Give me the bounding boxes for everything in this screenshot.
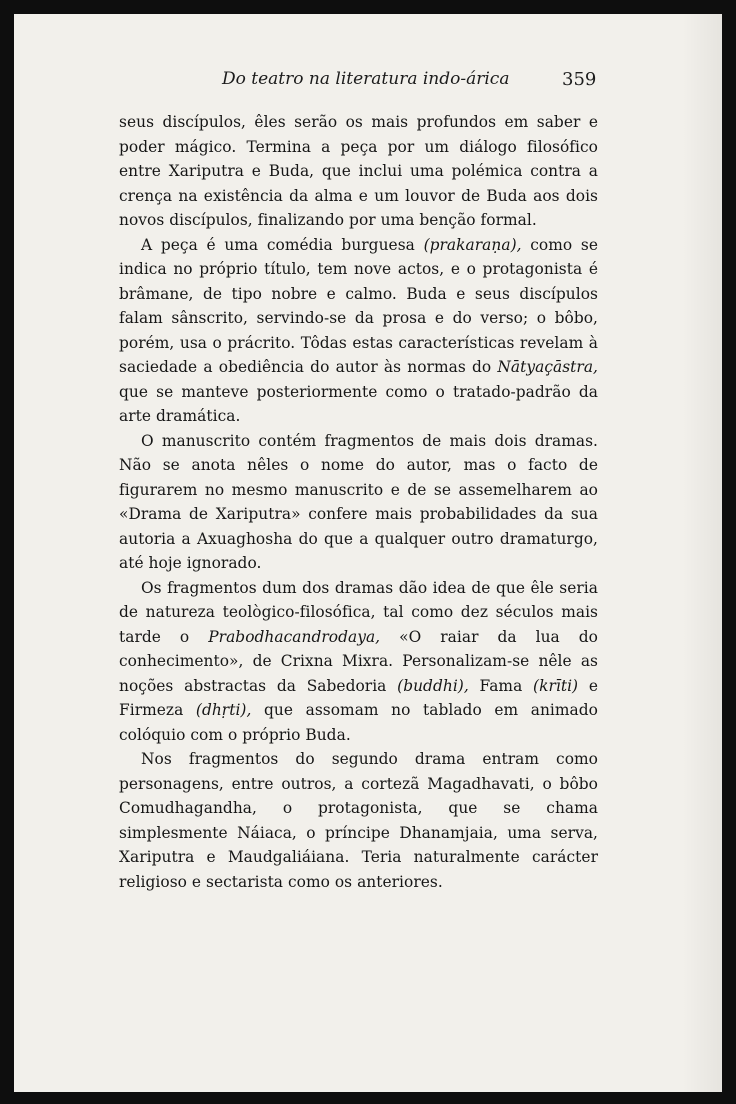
text-run: como se indica no próprio título, tem nove actos, e o protagonista é brâmane, de tipo nobre e calmo. Buda e seus discípulos falam sânscrito, servindo-se da prosa e do verso; o bôbo, porém, usa o prácrito. Tôdas estas características revelam à saciedade a obediência do autor às normas do — [119, 235, 598, 376]
body-text — [119, 110, 598, 894]
italic-term: Nātyaçāstra, — [497, 358, 598, 376]
italic-term: Prabodhacandrodaya, — [208, 627, 381, 646]
italic-term: (buddhi), — [397, 676, 469, 695]
running-head-title: Do teatro na literatura indo-árica — [222, 69, 510, 89]
paragraph — [119, 110, 598, 233]
paragraph — [119, 429, 598, 576]
text-run: «O raiar da lua do conhecimento», de Crixna Mixra. Personalizam-se nêle as noções abstractas da Sabedoria — [119, 627, 598, 695]
text-run: Fama — [468, 676, 534, 695]
text-run: seus discípulos, êles serão os mais profundos em saber e poder mágico. Termina a peça por um diálogo filosófico entre Xariputra e Buda, que inclui uma polémica contra a crença na existência da alma e um louvor de Buda aos dois novos discípulos, finalizando por uma benção formal. — [119, 113, 598, 229]
paragraph — [119, 576, 598, 748]
text-run: Os fragmentos dum dos dramas dão idea de que êle seria de natureza teològico-filosófica, tal como dez séculos mais tarde o — [119, 578, 598, 646]
text-run: e Firmeza — [119, 676, 598, 719]
text-run: que assomam no tablado em animado colóquio com o próprio Buda. — [119, 701, 598, 744]
text-run: O manuscrito contém fragmentos de mais dois dramas. Não se anota nêles o nome do autor, mas o facto de figurarem no mesmo manuscrito e de se assemelharem ao «Drama de Xariputra» confere mais probabilidades da sua autoria a Axuaghosha do que a qualquer outro dramaturgo, até hoje ignorado. — [119, 431, 598, 572]
running-head — [14, 69, 722, 95]
italic-term: (dhṛti), — [195, 701, 252, 719]
page-number: 359 — [562, 69, 597, 90]
book-page — [14, 14, 722, 1092]
text-run: Nos fragmentos do segundo drama entram como personagens, entre outros, a cortezã Magadhavati, o bôbo Comudhagandha, o protagonista, que se chama simplesmente Náiaca, o príncipe Dhanamjaia, uma serva, Xariputra e Maudgaliáiana. Teria naturalmente carácter religioso e sectarista como os anteriores. — [119, 750, 598, 891]
paragraph — [119, 747, 598, 894]
italic-term: (krīti) — [533, 676, 579, 695]
italic-term: (prakaraṇa), — [423, 235, 522, 254]
paragraph — [119, 233, 598, 429]
text-run: que se manteve posteriormente como o tratado-padrão da arte dramática. — [119, 382, 598, 425]
text-run: A peça é uma comédia burguesa — [141, 235, 424, 254]
